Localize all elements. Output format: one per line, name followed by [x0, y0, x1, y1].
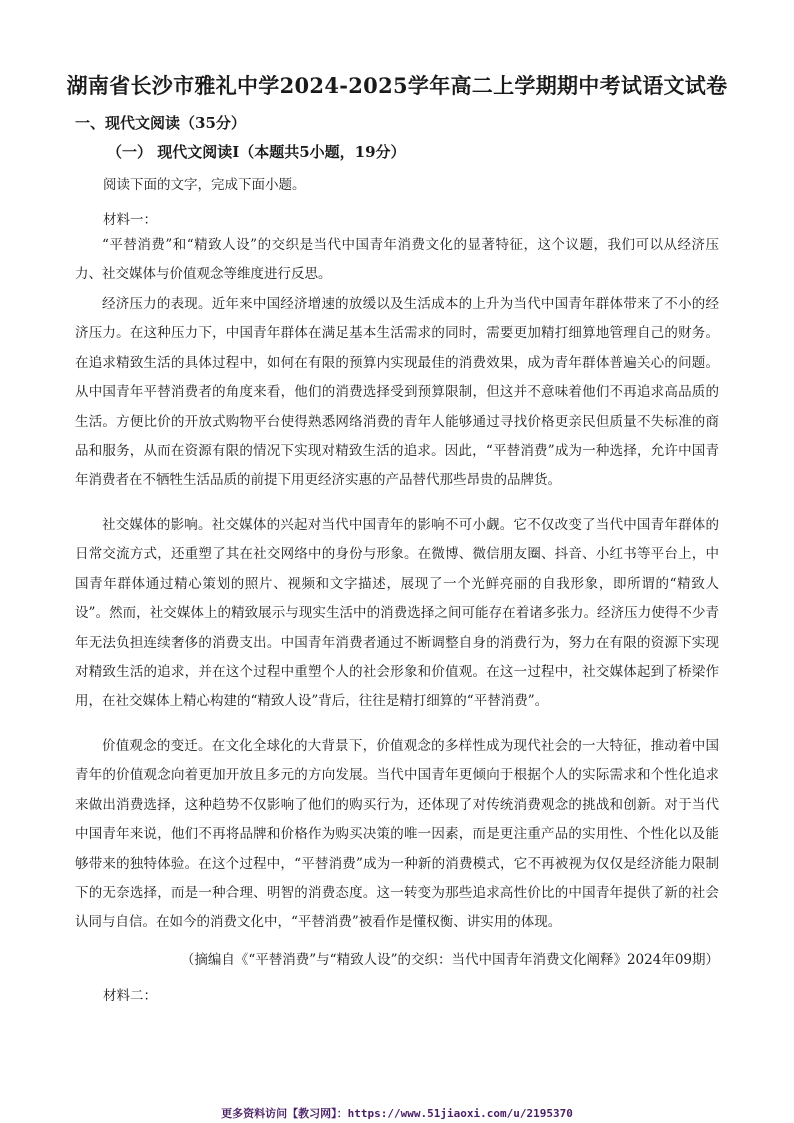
- section-heading: 一、现代文阅读（35分）: [75, 114, 246, 132]
- paragraph-social-media: 社交媒体的影响。社交媒体的兴起对当代中国青年的影响不可小觑。它不仅改变了当代中国青年群体的日常交流方式，还重塑了其在社交网络中的身份与形象。在微博、微信朋友圈、抖音、小红书等平台上，中国青年群体通过精心策划的照片、视频和文字描述，展现了一个光鲜亮丽的自我形象，即所谓的“精致人设”。然而，社交媒体上的精致展示与现实生活中的消费选择之间可能存在着诸多张力。经济压力使得不少青年无法负担连续奢侈的消费支出。中国青年消费者通过不断调整自身的消费行为，努力在有限的资源下实现对精致生活的追求，并在这个过程中重塑个人的社会形象和价值观。在这一过程中，社交媒体起到了桥梁作用，在社交媒体上精心构建的“精致人设”背后，往往是精打细算的“平替消费”。: [75, 517, 719, 710]
- material-two-label: 材料二：: [103, 988, 157, 1004]
- footer-link[interactable]: 更多资料访问【教习网】：https://www.51jiaoxi.com/u/2195370: [221, 1107, 573, 1120]
- subsection-heading: （一） 现代文阅读Ⅰ（本题共5小题，19分）: [107, 143, 406, 161]
- exam-title: 湖南省长沙市雅礼中学2024-2025学年高二上学期期中考试语文试卷: [66, 73, 728, 98]
- paragraph-value-change: 价值观念的变迁。在文化全球化的大背景下，价值观念的多样性成为现代社会的一大特征，推动着中国青年的价值观念向着更加开放且多元的方向发展。当代中国青年更倾向于根据个人的实际需求和个性化追求来做出消费选择，这种趋势不仅影响了他们的购买行为，还体现了对传统消费观念的挑战和创新。对于当代中国青年来说，他们不再将品牌和价格作为购买决策的唯一因素，而是更注重产品的实用性、个性化以及能够带来的独特体验。在这个过程中，“平替消费”成为一种新的消费模式，它不再被视为仅仅是经济能力限制下的无奈选择，而是一种合理、明智的消费态度。这一转变为那些追求高性价比的中国青年提供了新的社会认同与自信。在如今的消费文化中，“平替消费”被看作是懂权衡、讲实用的体现。: [75, 738, 719, 931]
- source-citation: （摘编自《“平替消费”与“精致人设”的交织：当代中国青年消费文化阐释》2024年09期）: [180, 952, 719, 968]
- reading-instruction: 阅读下面的文字，完成下面小题。: [103, 177, 306, 193]
- paragraph-economic-pressure: 经济压力的表现。近年来中国经济增速的放缓以及生活成本的上升为当代中国青年群体带来了不小的经济压力。在这种压力下，中国青年群体在满足基本生活需求的同时，需要更加精打细算地管理自己的财务。在追求精致生活的具体过程中，如何在有限的预算内实现最佳的消费效果，成为青年群体普遍关心的问题。从中国青年平替消费者的角度来看，他们的消费选择受到预算限制，但这并不意味着他们不再追求高品质的生活。方便比价的开放式购物平台使得熟悉网络消费的青年人能够通过寻找价格更亲民但质量不失标准的商品和服务，从而在资源有限的情况下实现对精致生活的追求。因此，“平替消费”成为一种选择，允许中国青年消费者在不牺牲生活品质的前提下用更经济实惠的产品替代那些昂贵的品牌货。: [75, 296, 719, 489]
- paragraph-intro: “平替消费”和“精致人设”的交织是当代中国青年消费文化的显著特征，这个议题，我们可以从经济压力、社交媒体与价值观念等维度进行反思。: [75, 237, 719, 283]
- material-one-label: 材料一：: [103, 212, 157, 228]
